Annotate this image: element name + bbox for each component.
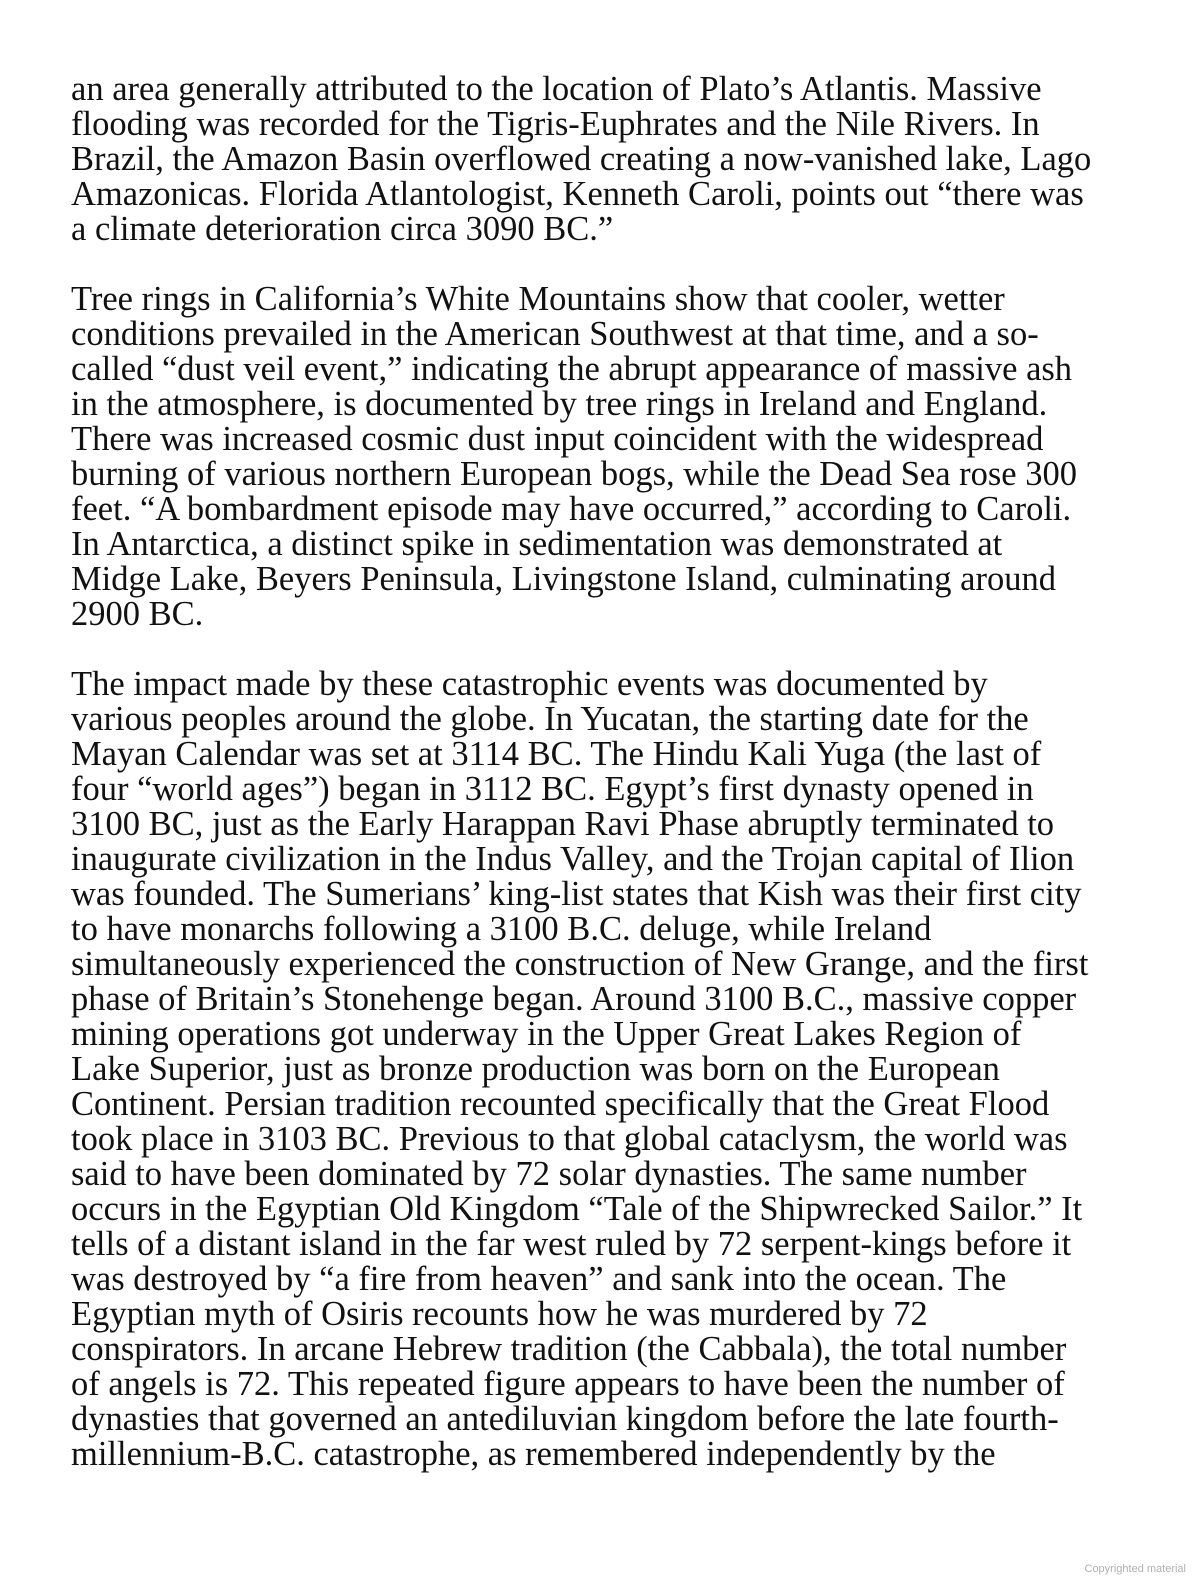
text-line: Brazil, the Amazon Basin overflowed creating a now-vanished lake, Lago	[71, 140, 1092, 178]
text-line: was destroyed by “a fire from heaven” and sank into the ocean. The	[71, 1260, 1007, 1298]
text-line: The impact made by these catastrophic events was documented by	[71, 665, 988, 703]
text-line: Amazonicas. Florida Atlantologist, Kenneth Caroli, points out “there was	[71, 175, 1084, 213]
text-line: flooding was recorded for the Tigris-Euphrates and the Nile Rivers. In	[71, 105, 1040, 143]
text-line: simultaneously experienced the construction of New Grange, and the first	[71, 945, 1089, 983]
document-page	[71, 72, 1121, 1507]
paragraph-2	[71, 282, 1121, 632]
text-line: Egyptian myth of Osiris recounts how he was murdered by 72	[71, 1295, 928, 1333]
text-line: inaugurate civilization in the Indus Valley, and the Trojan capital of Ilion	[71, 840, 1075, 878]
text-line: Tree rings in California’s White Mountains show that cooler, wetter	[71, 280, 1005, 318]
text-line: called “dust veil event,” indicating the abrupt appearance of massive ash	[71, 350, 1073, 388]
text-line: Lake Superior, just as bronze production was born on the European	[71, 1050, 1000, 1088]
text-line: dynasties that governed an antediluvian kingdom before the late fourth-	[71, 1400, 1059, 1438]
text-line: In Antarctica, a distinct spike in sedimentation was demonstrated at	[71, 525, 1003, 563]
text-line: an area generally attributed to the location of Plato’s Atlantis. Massive	[71, 70, 1042, 108]
text-line: millennium-B.C. catastrophe, as remembered independently by the	[71, 1435, 996, 1473]
text-line: conditions prevailed in the American Southwest at that time, and a so-	[71, 315, 1039, 353]
text-line: a climate deterioration circa 3090 BC.”	[71, 210, 614, 248]
text-line: four “world ages”) began in 3112 BC. Egypt’s first dynasty opened in	[71, 770, 1034, 808]
text-line: to have monarchs following a 3100 B.C. deluge, while Ireland	[71, 910, 932, 948]
text-line: Midge Lake, Beyers Peninsula, Livingstone Island, culminating around	[71, 560, 1056, 598]
copyright-watermark: Copyrighted material	[1084, 1563, 1186, 1575]
text-line: There was increased cosmic dust input coincident with the widespread	[71, 420, 1044, 458]
text-line: tells of a distant island in the far west ruled by 72 serpent-kings before it	[71, 1225, 1072, 1263]
paragraph-3	[71, 667, 1121, 1472]
text-line: took place in 3103 BC. Previous to that global cataclysm, the world was	[71, 1120, 1068, 1158]
paragraph-1	[71, 72, 1121, 247]
text-line: Continent. Persian tradition recounted specifically that the Great Flood	[71, 1085, 1050, 1123]
text-line: feet. “A bombardment episode may have occurred,” according to Caroli.	[71, 490, 1072, 528]
text-line: in the atmosphere, is documented by tree rings in Ireland and England.	[71, 385, 1048, 423]
text-line: said to have been dominated by 72 solar dynasties. The same number	[71, 1155, 1027, 1193]
text-line: was founded. The Sumerians’ king-list states that Kish was their first city	[71, 875, 1082, 913]
text-line: various peoples around the globe. In Yucatan, the starting date for the	[71, 700, 1029, 738]
text-line: phase of Britain’s Stonehenge began. Around 3100 B.C., massive copper	[71, 980, 1077, 1018]
text-line: 2900 BC.	[71, 595, 204, 633]
text-line: burning of various northern European bogs, while the Dead Sea rose 300	[71, 455, 1077, 493]
text-line: of angels is 72. This repeated figure appears to have been the number of	[71, 1365, 1065, 1403]
text-line: Mayan Calendar was set at 3114 BC. The Hindu Kali Yuga (the last of	[71, 735, 1042, 773]
text-line: occurs in the Egyptian Old Kingdom “Tale of the Shipwrecked Sailor.” It	[71, 1190, 1083, 1228]
text-line: 3100 BC, just as the Early Harappan Ravi Phase abruptly terminated to	[71, 805, 1055, 843]
text-line: conspirators. In arcane Hebrew tradition (the Cabbala), the total number	[71, 1330, 1067, 1368]
text-line: mining operations got underway in the Upper Great Lakes Region of	[71, 1015, 1022, 1053]
